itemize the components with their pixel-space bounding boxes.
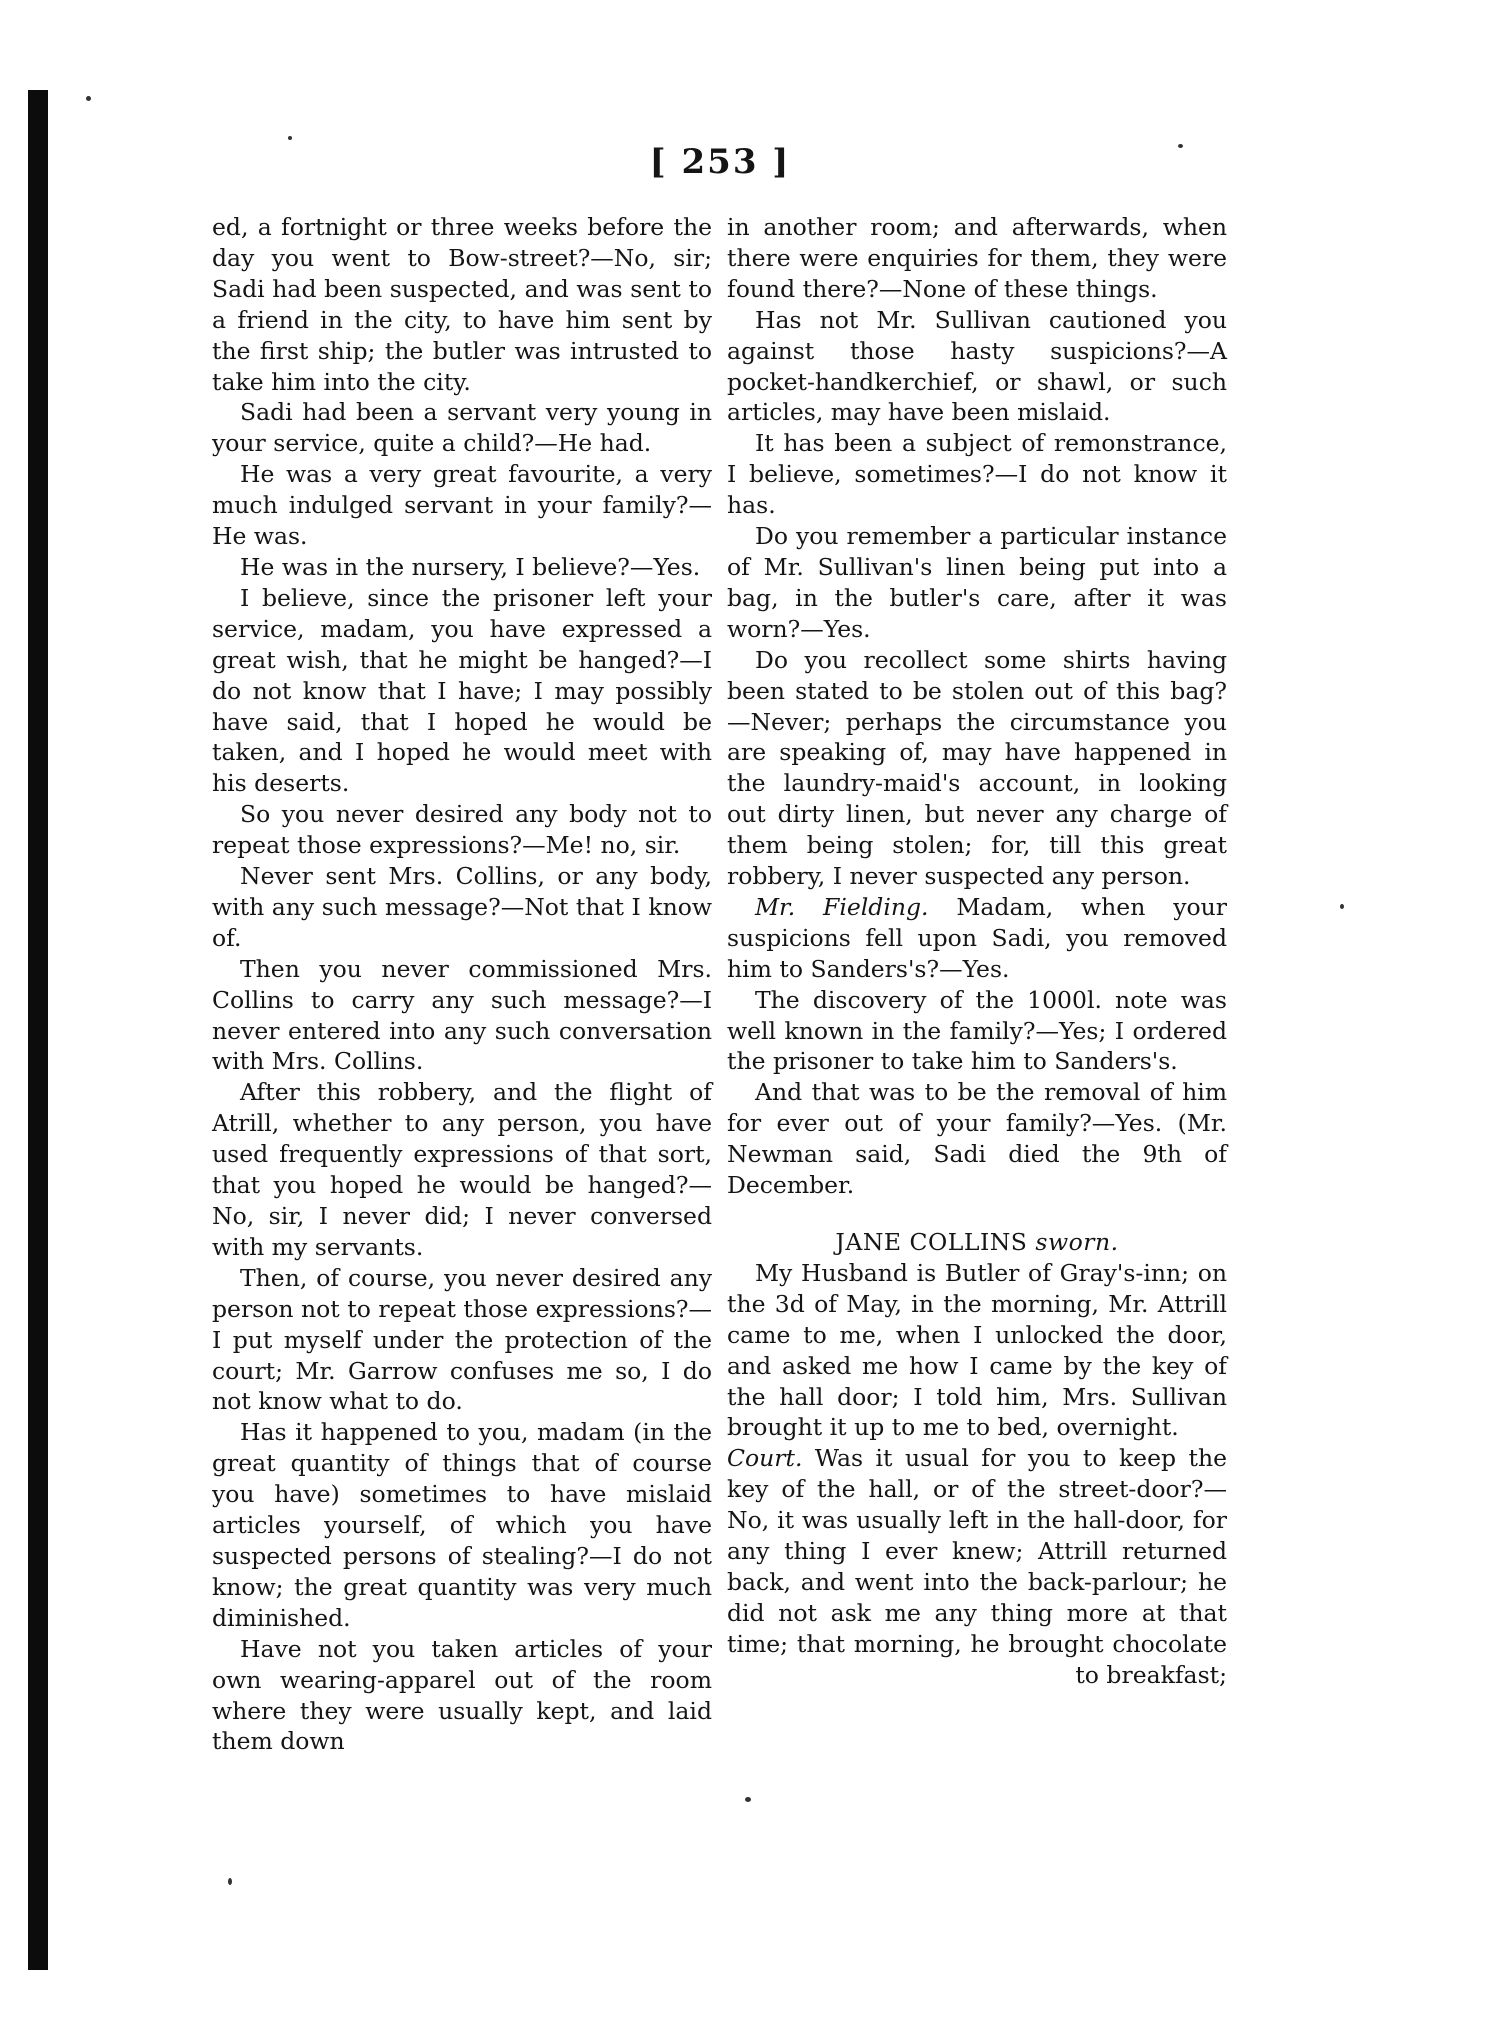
paragraph: The discovery of the 1000l. note was well known in the family?—Yes; I ordered the prisoner to take him to Sanders's. xyxy=(727,985,1227,1076)
paragraph: After this robbery, and the flight of Atrill, whether to any person, you have used frequently expressions of that sort, that you hoped he would be hanged?—No, sir, I never did; I never conversed with my servants. xyxy=(212,1078,712,1261)
paragraph: ed, a fortnight or three weeks before the day you went to Bow-street?—No, sir; Sadi had been suspected, and was sent to a friend in the city, to have him sent by the first ship; the butler was intrusted to take him into the city. xyxy=(212,213,712,396)
speech-text: Was it usual for you to keep the key of the hall, or of the street-door?—No, it was usually left in the hall-door, for any thing I ever knew; Attrill returned back, and went into the back-parlour; he did not ask me any thing more at that time; that morning, he brought chocolate to breakfast; xyxy=(727,1444,1227,1689)
ink-speck xyxy=(1340,904,1344,909)
right-column xyxy=(727,212,1227,1691)
paragraph: in another room; and afterwards, when there were enquiries for them, they were found there?—None of these things. xyxy=(727,213,1227,303)
page-number: [ 253 ] xyxy=(649,142,791,182)
paragraph: Has it happened to you, madam (in the great quantity of things that of course you have) sometimes to have mislaid articles yourself, of which you have suspected persons of stealing?—I do not know; the great quantity was very much diminished. xyxy=(212,1418,712,1632)
paragraph: Do you recollect some shirts having been stated to be stolen out of this bag?—Never; perhaps the circumstance you are speaking of, may have happened in the laundry-maid's account, in looking out dirty linen, but never any charge of them being stolen; for, till this great robbery, I never suspected any person. xyxy=(727,645,1227,891)
paragraph: It has been a subject of remonstrance, I believe, sometimes?—I do not know it has. xyxy=(727,429,1227,520)
paragraph: Have not you taken articles of your own wearing-apparel out of the room where they were usually kept, and laid them down xyxy=(212,1634,712,1756)
paragraph: And that was to be the removal of him for ever out of your family?—Yes. (Mr. Newman said, Sadi died the 9th of December. xyxy=(727,1078,1227,1200)
ink-speck xyxy=(228,1878,232,1885)
speaker-name: Court. xyxy=(727,1444,803,1473)
speech-text: Madam, when your suspicions fell upon Sadi, you removed him to Sanders's?—Yes. xyxy=(727,892,1227,983)
ink-speck xyxy=(1178,144,1183,148)
paragraph: Never sent Mrs. Collins, or any body, with any such message?—Not that I know of. xyxy=(212,862,712,952)
ink-speck xyxy=(745,1797,751,1802)
paragraph: Sadi had been a servant very young in your service, quite a child?—He had. xyxy=(212,398,712,458)
paragraph: Then, of course, you never desired any person not to repeat those expressions?—I put myself under the protection of the court; Mr. Garrow confuses me so, I do not know what to do. xyxy=(212,1263,712,1416)
witness-heading xyxy=(727,1227,1227,1258)
paragraph xyxy=(727,1443,1227,1690)
paragraph: Then you never commissioned Mrs. Collins to carry any such message?—I never entered into any such conversation with Mrs. Collins. xyxy=(212,954,712,1076)
ink-speck xyxy=(86,96,91,101)
ink-speck xyxy=(288,136,292,140)
paragraph: My Husband is Butler of Gray's-inn; on the 3d of May, in the morning, Mr. Attrill came to me, when I unlocked the door, and asked me how I came by the key of the hall door; I told him, Mrs. Sullivan brought it up to me to bed, overnight. xyxy=(727,1258,1227,1442)
paragraph: Do you remember a particular instance of Mr. Sullivan's linen being put into a bag, in the butler's care, after it was worn?—Yes. xyxy=(727,522,1227,643)
speaker-name: Mr. Fielding. xyxy=(755,892,929,921)
paragraph: He was in the nursery, I believe?—Yes. xyxy=(240,552,701,581)
paragraph: I believe, since the prisoner left your service, madam, you have expressed a great wish, that he might be hanged?—I do not know that I have; I may possibly have said, that I hoped he would be taken, and I hoped he would meet with his deserts. xyxy=(212,583,712,798)
paragraph: So you never desired any body not to repeat those expressions?—Me! no, sir. xyxy=(212,800,712,860)
sworn-label: sworn. xyxy=(1035,1228,1119,1256)
paragraph xyxy=(727,892,1227,985)
left-column xyxy=(212,212,712,1757)
witness-name: JANE COLLINS xyxy=(835,1228,1028,1256)
paragraph: He was a very great favourite, a very much indulged servant in your family?—He was. xyxy=(212,460,712,551)
page-binding-edge xyxy=(28,90,48,1970)
paragraph: Has not Mr. Sullivan cautioned you against those hasty suspicions?—A pocket-handkerchief, or shawl, or such articles, may have been mislaid. xyxy=(727,305,1227,427)
